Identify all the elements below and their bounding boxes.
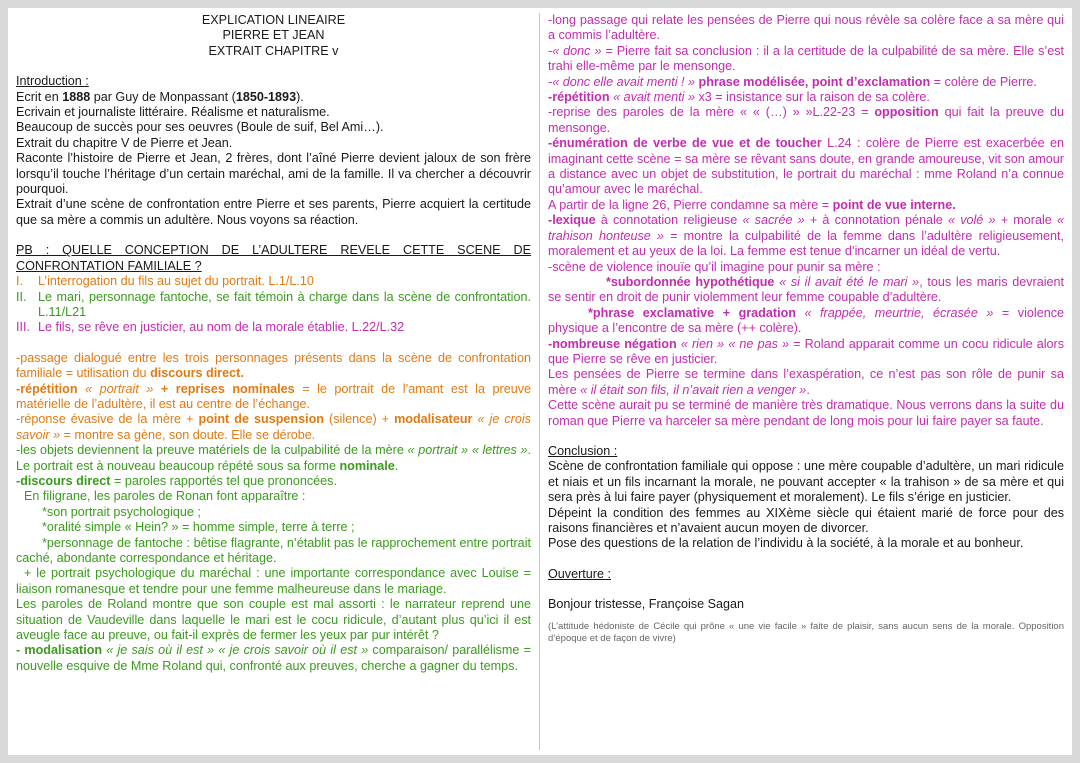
plan-number: I. — [16, 274, 23, 289]
analysis-keyword: -répétition — [16, 381, 78, 396]
ouverture-book: Bonjour tristesse, Françoise Sagan — [548, 597, 745, 612]
analysis-quote: « sacrée » — [737, 213, 805, 228]
analysis-text: = montre sa gène, son doute. Elle se dérobe. — [60, 427, 316, 442]
title-line-3: EXTRAIT CHAPITRE v — [208, 43, 339, 58]
analysis-quote: « portrait » — [77, 381, 161, 396]
intro-paragraph: Extrait du chapitre V de Pierre et Jean. — [16, 135, 233, 150]
conclusion-paragraph: Dépeint la condition des femmes au XIXème siècle qui étaient marié de force pour des raisons financières et n’avaient aucun moyen de divorcer. — [548, 505, 1064, 535]
right-column — [540, 13, 1072, 750]
analysis-quote: « je crois savoir » — [16, 412, 531, 442]
analysis-point: -long passage qui relate les pensées de Pierre qui nous révèle sa colère face a sa mère qui a commis l’adultère. — [548, 13, 1064, 43]
ouverture-note: (L’attitude hédoniste de Cécile qui prône « une vie facile » faite de plaisir, sans aucun sens de la morale. Opposition d’époque et de façon de vivre) — [548, 620, 1064, 644]
analysis-text: -les objets deviennent la preuve matériels de la culpabilité de la mère — [16, 443, 404, 458]
analysis-point — [548, 44, 1064, 75]
analysis-point — [548, 136, 1064, 198]
intro-dates: 1850-1893 — [235, 89, 297, 104]
analysis-keyword: opposition — [874, 105, 939, 120]
analysis-point — [548, 337, 1064, 368]
analysis-text: = Pierre fait sa conclusion : il a la certitude de la culpabilité de sa mère. Elle s’est trahi elle-même par le mensonge. — [548, 43, 1064, 74]
intro-paragraph: Beaucoup de succès pour ses oeuvres (Boule de suif, Bel Ami…). — [16, 120, 384, 135]
analysis-text: à connotation religieuse — [595, 213, 738, 228]
analysis-text: = le portrait de l’amant est la preuve matérielle de l’adultère, il est au centre de l’échange. — [16, 381, 532, 411]
intro-text: Ecrit en — [16, 89, 63, 104]
analysis-text: Les pensées de Pierre se termine dans l’exaspération, ce n’est pas son rôle de punir sa mère — [548, 367, 1064, 397]
plan-text: L’interrogation du fils au sujet du portrait. L.1/L.10 — [38, 274, 314, 289]
analysis-keyword: - modalisation — [16, 643, 103, 658]
analysis-keyword: -lexique — [548, 213, 596, 228]
analysis-subpoint — [548, 275, 1064, 306]
plan-text: Le fils, se rêve en justicier, au nom de la morale établie. L.22/L.32 — [38, 320, 405, 335]
analysis-text: , tous les maris devraient se sentir en droit de punir violemment leur femme coupable d’adultère. — [548, 274, 1065, 305]
plan-list — [16, 274, 531, 336]
analysis-point — [16, 643, 531, 674]
analysis-text: A partir de la ligne 26, Pierre condamne sa mère = — [548, 197, 833, 212]
analysis-point — [548, 213, 1064, 259]
analysis-text: + morale — [995, 213, 1052, 228]
analysis-keyword: phrase modélisée, point d’exclamation — [695, 74, 931, 89]
analysis-point: -scène de violence inouïe qu’il imagine pour punir sa mère : — [548, 259, 881, 274]
analysis-keyword: -répétition — [548, 90, 610, 105]
title-line-1: EXPLICATION LINEAIRE — [201, 13, 346, 27]
analysis-quote: « trahison honteuse » — [548, 213, 1065, 243]
ouverture-section — [548, 567, 1064, 645]
conclusion-paragraph: Scène de confrontation familiale qui oppose : une mère coupable d’adultère, un mari ridicule et niais et un fils incarnant la morale, ne pouvant accepter « la trahison » de sa mère et qui sera près à lui faire payer (physiquement et moralement). Le fils s’érige en justicier. — [548, 459, 1064, 505]
analysis-text: -réponse évasive de la mère + — [16, 412, 199, 427]
analysis-point — [548, 75, 1064, 90]
analysis-text: L.24 : colère de Pierre est exacerbée en imaginant cette scène = sa mère se rêvant sans doute, en grande amoureuse, vit son amour a distance avec un objet de substitution, le portrait du maréchal : mme Roland n’a connue qu’amour avec le maréchal. — [548, 136, 1064, 197]
analysis-text: = Roland apparait comme un cocu ridicule alors que Pierre se rêve en justicier. — [548, 336, 1065, 366]
analysis-part-2 — [16, 443, 531, 674]
analysis-subpoint: *son portrait psychologique ; — [42, 504, 201, 519]
analysis-quote: « il était son fils, il n’avait rien a venger » — [576, 382, 807, 397]
left-column — [8, 13, 540, 750]
plan-number: III. — [16, 320, 30, 335]
analysis-point — [548, 198, 1064, 213]
analysis-quote: « si il avait été le mari » — [774, 274, 920, 289]
analysis-text: . — [394, 458, 399, 473]
intro-paragraph — [16, 90, 531, 105]
plan-item — [16, 274, 531, 289]
ouverture-heading: Ouverture : — [548, 566, 611, 581]
analysis-quote: « frappée, meurtrie, écrasée » — [795, 305, 994, 320]
introduction-section — [16, 74, 531, 228]
analysis-keyword: + reprises nominales — [160, 381, 295, 396]
analysis-keyword: -discours direct — [16, 473, 111, 488]
analysis-subpoint: *oralité simple « Hein? » = homme simple, terre à terre ; — [42, 520, 355, 535]
intro-paragraph: Raconte l’histoire de Pierre et Jean, 2 frères, dont l’aîné Pierre devient jaloux de son frère lorsqu’il touche l’héritage d’un certain maréchal, ami de la famille. Il va chercher a découvrir pourquoi. — [16, 151, 531, 197]
intro-text: ). — [296, 89, 304, 104]
intro-year: 1888 — [62, 89, 91, 104]
analysis-keyword: point de vue interne. — [832, 197, 956, 212]
plan-number: II. — [16, 289, 27, 304]
analysis-text: qui fait la preuve du mensonge. — [548, 105, 1064, 135]
analysis-point — [548, 105, 1064, 136]
title-line-2: PIERRE ET JEAN — [222, 28, 325, 43]
analysis-text: + à connotation pénale — [804, 213, 943, 228]
document-page — [8, 8, 1072, 755]
analysis-keyword: modalisateur — [394, 412, 473, 427]
analysis-text: -reprise des paroles de la mère « « (…) » »L.22-23 = — [548, 105, 875, 120]
intro-paragraph: Extrait d’une scène de confrontation entre Pierre et ses parents, Pierre acquiert la certitude que sa mère a commis un adultère. Nous voyons sa réaction. — [16, 197, 531, 227]
analysis-point — [548, 90, 1064, 105]
analysis-quote: -« donc » — [548, 43, 602, 58]
analysis-keyword: *subordonnée hypothétique — [606, 274, 775, 289]
analysis-part-1 — [16, 351, 531, 443]
analysis-quote: « volé » — [942, 213, 996, 228]
analysis-point: Cette scène aurait pu se terminé de manière très dramatique. Nous verrons dans la suite du roman que Pierre va harceler sa mère pendant de long mois pour lui faire payer sa faute. — [548, 398, 1064, 428]
conclusion-section — [548, 444, 1064, 552]
analysis-text: = montre la culpabilité de la femme dans l’adultère religieusement, moralement et au yeux de la loi. La femme est tenue d’incarner un idéal de vertu. — [548, 228, 1064, 259]
analysis-point — [16, 412, 531, 443]
analysis-quote: -« donc elle avait menti ! » — [548, 74, 696, 89]
analysis-point: Les paroles de Roland montre que son couple est mal assorti : le narrateur reprend une situation de Vaudeville dans laquelle le mari est le cocu ridicule, d’autant plus qu’ici il est aveugle face au preuve, ou fait-il exprès de fermer les yeux par pur intérêt ? — [16, 597, 531, 643]
analysis-subpoint: *personnage de fantoche : bêtise flagrante, n’établit pas le rapprochement entre portrait caché, abondante correspondance et héritage. — [16, 535, 531, 565]
analysis-keyword: nominale — [339, 458, 395, 473]
analysis-part-3 — [548, 13, 1064, 429]
analysis-keyword: -nombreuse négation — [548, 336, 677, 351]
analysis-text: -passage dialogué entre les trois personnages présents dans la scène de confrontation familiale = utilisation du — [16, 350, 531, 381]
analysis-quote: « avait menti » — [609, 90, 695, 105]
analysis-text: = paroles rapportés tel que prononcées. — [110, 473, 337, 488]
introduction-heading: Introduction : — [16, 74, 89, 89]
analysis-text: = colère de Pierre. — [930, 74, 1037, 89]
analysis-quote: « portrait » — [403, 443, 469, 458]
analysis-quote: « lettres » — [468, 443, 528, 458]
analysis-subpoint — [548, 306, 1064, 337]
analysis-text: (silence) + — [324, 412, 395, 427]
intro-paragraph: Ecrivain et journaliste littéraire. Réalisme et naturalisme. — [16, 105, 330, 120]
analysis-keyword: -énumération de verbe de vue et de toucher — [548, 136, 822, 151]
analysis-point: En filigrane, les paroles de Ronan font apparaître : — [24, 489, 306, 504]
analysis-subpoint: + le portrait psychologique du maréchal : une importante correspondance avec Louise = liaison romanesque et tendre pour une femme malheureuse dans le mariage. — [16, 566, 531, 596]
analysis-keyword: discours direct. — [150, 366, 244, 381]
analysis-point — [16, 474, 531, 489]
analysis-text: comparaison/ parallélisme = nouvelle esquive de Mme Roland qui, confronté aux preuves, cherche a gagner du temps. — [16, 643, 531, 673]
plan-text: Le mari, personnage fantoche, se fait témoin à charge dans la scène de confrontation. L.11/L21 — [38, 289, 531, 319]
intro-text: par Guy de Monpassant ( — [90, 89, 236, 104]
analysis-keyword: point de suspension — [198, 412, 325, 427]
analysis-point — [16, 382, 531, 413]
problematique: PB : QUELLE CONCEPTION DE L’ADULTERE REVELE CETTE SCENE DE CONFRONTATION FAMILIALE ? — [16, 243, 531, 273]
analysis-text: . — [806, 382, 810, 397]
analysis-point — [16, 443, 531, 474]
analysis-text: . Le portrait est à nouveau beaucoup répété sous sa forme — [16, 443, 531, 473]
analysis-quote: « rien » « ne pas » — [676, 336, 790, 351]
analysis-keyword: *phrase exclamative + gradation — [588, 305, 796, 320]
plan-item — [16, 320, 531, 335]
document-title — [16, 13, 531, 59]
plan-item — [16, 290, 531, 321]
analysis-text: x3 = insistance sur la raison de sa colère. — [694, 90, 930, 105]
analysis-point — [548, 367, 1064, 398]
analysis-point — [16, 351, 531, 382]
analysis-text: = violence physique a l’encontre de sa mère (++ colère). — [548, 305, 1065, 336]
analysis-quote: « je sais où il est » « je crois savoir où il est » — [102, 643, 369, 658]
conclusion-heading: Conclusion : — [548, 443, 618, 458]
conclusion-paragraph: Pose des questions de la relation de l’individu à la société, à la morale et au bonheur. — [548, 536, 1024, 551]
